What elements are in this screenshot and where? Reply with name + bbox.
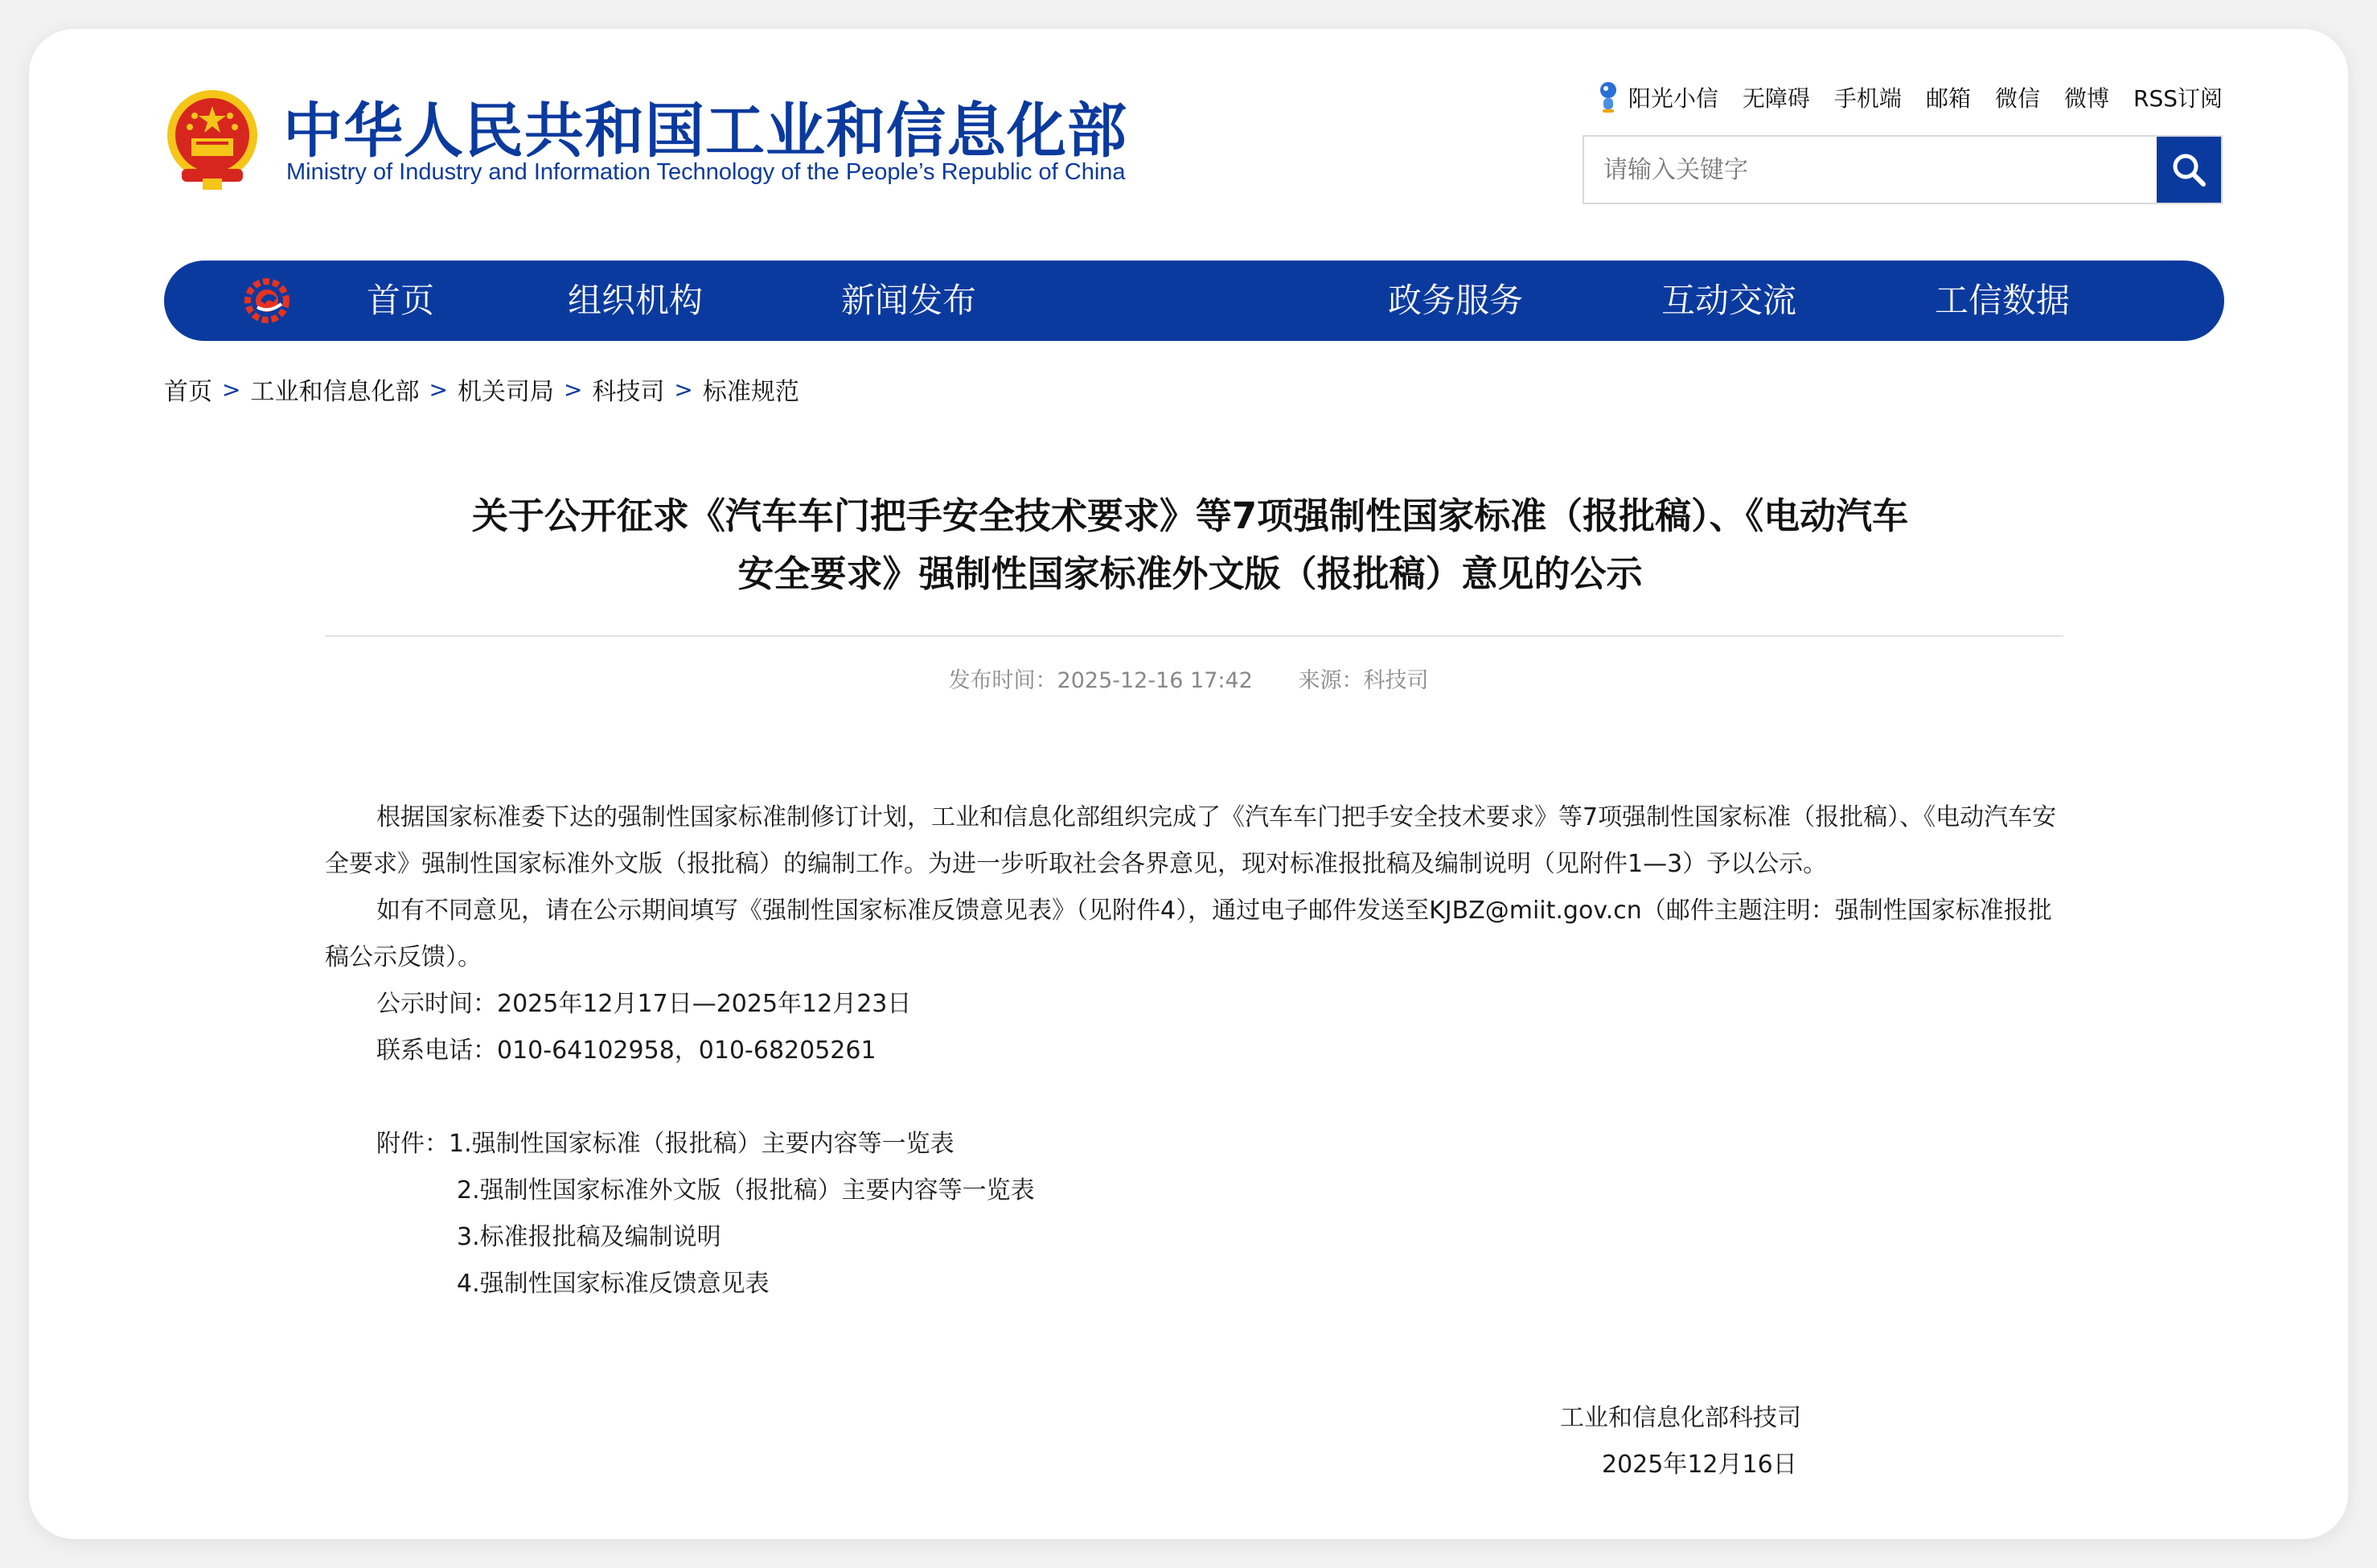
weibo-link[interactable]: 微博	[2063, 85, 2109, 112]
attachment-1-link[interactable]: 附件：1.强制性国家标准（报批稿）主要内容等一览表	[376, 1130, 954, 1158]
mailbox-link[interactable]: 邮箱	[1925, 85, 1971, 112]
nav-news[interactable]: 新闻发布	[841, 281, 977, 320]
national-emblem-icon	[164, 88, 261, 193]
breadcrumb	[164, 373, 799, 405]
nav-interaction[interactable]: 互动交流	[1661, 281, 1797, 320]
search-icon	[2170, 151, 2207, 188]
article-title-line1: 关于公开征求《汽车车门把手安全技术要求》等7项强制性国家标准（报批稿）、《电动汽车	[471, 495, 1909, 537]
rss-link[interactable]: RSS订阅	[2133, 85, 2223, 112]
breadcrumb-standards[interactable]: 标准规范	[702, 378, 799, 406]
accessibility-link[interactable]: 无障碍	[1742, 85, 1810, 112]
spacer	[325, 1074, 2063, 1121]
search-button[interactable]	[2157, 137, 2221, 203]
breadcrumb-departments[interactable]: 机关司局	[457, 378, 554, 406]
ministry-logo-icon	[241, 275, 293, 326]
signature-date: 2025年12月16日	[1602, 1451, 1797, 1479]
breadcrumb-separator: >	[222, 376, 241, 403]
site-title[interactable]: 中华人民共和国工业和信息化部	[283, 96, 1127, 166]
breadcrumb-separator: >	[674, 376, 693, 403]
search-box	[1583, 135, 2223, 204]
breadcrumb-separator: >	[429, 376, 448, 403]
publish-time: 发布时间：2025-12-16 17:42	[948, 668, 1253, 693]
main-nav	[164, 261, 2224, 341]
article-source: 来源：科技司	[1298, 668, 1429, 693]
breadcrumb-separator: >	[563, 376, 583, 403]
body-paragraph-1: 根据国家标准委下达的强制性国家标准制修订计划，工业和信息化部组织完成了《汽车车门把手安全技术要求》等7项强制性国家标准（报批稿）、《电动汽车安全要求》强制性国家标准外文版（报批稿）的编制工作。为进一步听取社会各界意见，现对标准报批稿及编制说明（见附件1—3）予以公示。	[325, 803, 2057, 878]
breadcrumb-science-dept[interactable]: 科技司	[592, 378, 665, 406]
article-title-line2: 安全要求》强制性国家标准外文版（报批稿）意见的公示	[737, 552, 1643, 595]
site-subtitle: Ministry of Industry and Information Technology of the People’s Republic of China	[286, 159, 1126, 185]
signature-org: 工业和信息化部科技司	[1560, 1404, 1801, 1432]
nav-home[interactable]: 首页	[367, 281, 435, 320]
search-input[interactable]	[1584, 137, 2157, 203]
contact-phone: 联系电话：010-64102958，010-68205261	[376, 1036, 876, 1065]
mobile-link[interactable]: 手机端	[1833, 85, 1902, 112]
attachment-2-link[interactable]: 2.强制性国家标准外文版（报批稿）主要内容等一览表	[457, 1176, 1035, 1205]
nav-data[interactable]: 工信数据	[1935, 281, 2071, 320]
article-meta	[0, 663, 2377, 694]
attachment-4-link[interactable]: 4.强制性国家标准反馈意见表	[457, 1270, 770, 1298]
nav-services[interactable]: 政务服务	[1388, 281, 1524, 320]
article-title	[322, 487, 2059, 603]
utility-links	[1596, 79, 2223, 116]
breadcrumb-home[interactable]: 首页	[164, 378, 212, 406]
title-divider	[325, 635, 2063, 637]
nav-organization[interactable]: 组织机构	[568, 281, 704, 320]
mascot-link[interactable]	[1596, 80, 1718, 114]
attachment-3-link[interactable]: 3.标准报批稿及编制说明	[457, 1223, 721, 1251]
mascot-link-label: 阳光小信	[1628, 85, 1718, 112]
page-card	[29, 29, 2348, 1539]
breadcrumb-ministry[interactable]: 工业和信息化部	[250, 378, 420, 406]
notice-period: 公示时间：2025年12月17日—2025年12月23日	[376, 990, 912, 1018]
article-body	[325, 794, 2063, 1307]
body-paragraph-2: 如有不同意见，请在公示期间填写《强制性国家标准反馈意见表》（见附件4），通过电子邮件发送至KJBZ@miit.gov.cn（邮件主题注明：强制性国家标准报批稿公示反馈）。	[325, 897, 2052, 971]
wechat-link[interactable]: 微信	[1994, 85, 2040, 112]
mascot-icon	[1596, 80, 1620, 114]
